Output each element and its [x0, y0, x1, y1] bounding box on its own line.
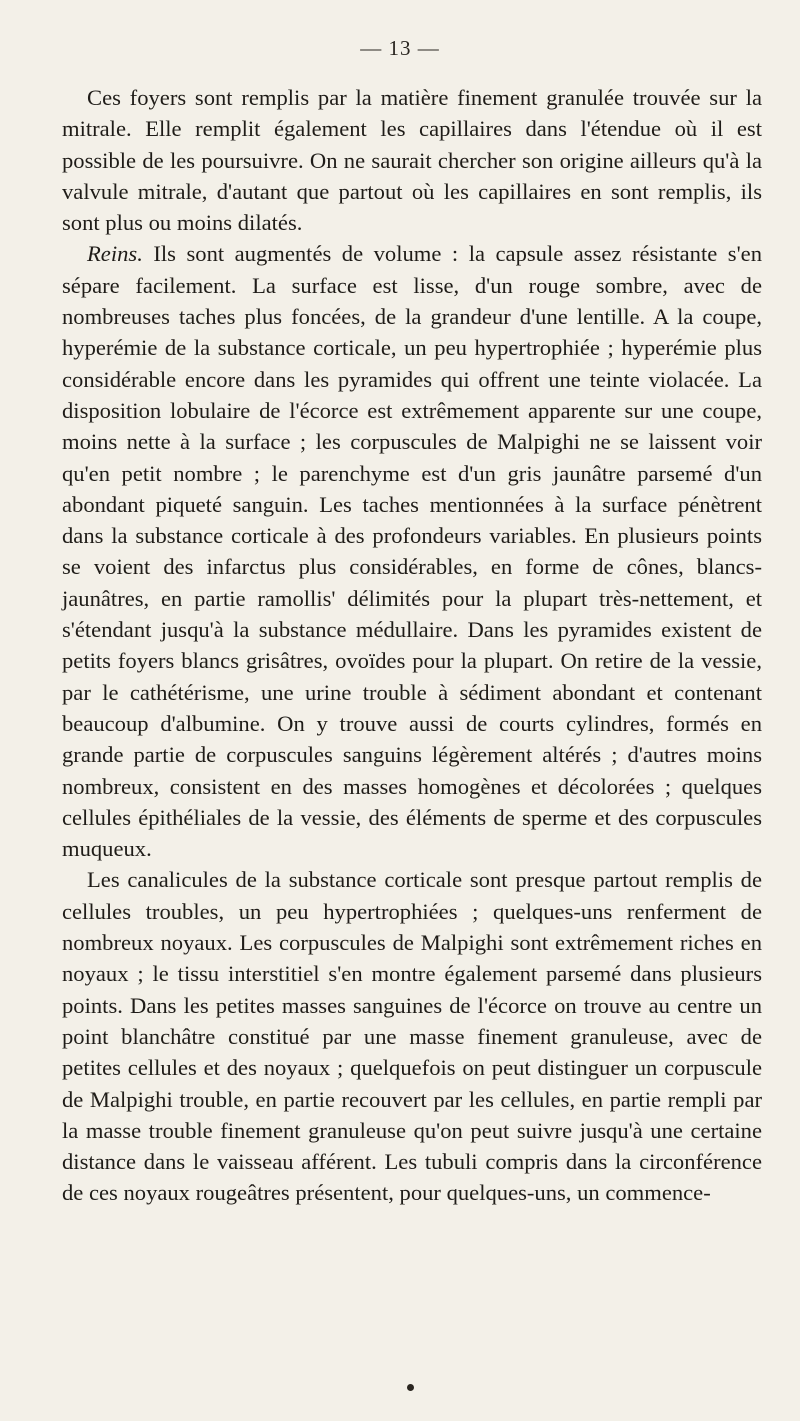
body-text [62, 82, 762, 1209]
paragraph-1-text: Ces foyers sont remplis par la matière finement granulée trouvée sur la mitrale. Elle remplit également les capillaires dans l'étendue où il est possible de les poursuivre. On ne saurait chercher son origine ailleurs qu'à la valvule mitrale, d'autant que partout où les capillaires en sont remplis, ils sont plus ou moins dilatés. [62, 85, 762, 236]
paragraph-3-text: Les canalicules de la substance corticale sont presque partout remplis de cellules troubles, un peu hypertrophiées ; quelques-uns renferment de nombreux noyaux. Les corpuscules de Malpighi sont extrêmement riches en noyaux ; le tissu interstitiel s'en montre également parsemé dans plusieurs points. Dans les petites masses sanguines de l'écorce on trouve au centre un point blanchâtre constitué par une masse finement granuleuse, avec de petites cellules et des noyaux ; quelquefois on peut distinguer un corpuscule de Malpighi trouble, en partie recouvert par les cellules, en partie rempli par la masse trouble finement granuleuse qu'on peut suivre jusqu'à une certaine distance dans le vaisseau afférent. Les tubuli compris dans la circonférence de ces noyaux rougeâtres présentent, pour quelques-uns, un commence- [62, 867, 762, 1206]
paragraph-1 [62, 82, 762, 238]
paragraph-2-heading: Reins. [87, 241, 143, 267]
paragraph-2-text: Ils sont augmentés de volume : la capsule assez résistante s'en sépare facilement. La surface est lisse, d'un rouge sombre, avec de nombreuses taches plus foncées, de la grandeur d'une lentille. A la coupe, hyperémie de la substance corticale, un peu hypertrophiée ; hyperémie plus considérable encore dans les pyramides qui offrent une teinte violacée. La disposition lobulaire de l'écorce est extrêmement apparente sur une coupe, moins nette à la surface ; les corpuscules de Malpighi ne se laissent voir qu'en petit nombre ; le parenchyme est d'un gris jaunâtre parsemé d'un abondant piqueté sanguin. Les taches mentionnées à la surface pénètrent dans la substance corticale à des profondeurs variables. En plusieurs points se voient des infarctus plus considérables, en forme de cônes, blancs-jaunâtres, en partie ramollis' délimités pour la plupart très-nettement, et s'étendant jusqu'à la substance médullaire. Dans les pyramides existent de petits foyers blancs grisâtres, ovoïdes pour la plupart. On retire de la vessie, par le cathétérisme, une urine trouble à sédiment abondant et contenant beaucoup d'albumine. On y trouve aussi de courts cylindres, formés en grande partie de corpuscules sanguins légèrement altérés ; d'autres moins nombreux, consistent en des masses homogènes et décolorées ; quelques cellules épithéliales de la vessie, des éléments de sperme et des corpuscules muqueux. [62, 241, 762, 862]
page-number: — 13 — [360, 36, 440, 60]
paragraph-3 [62, 864, 762, 1208]
ink-spot [407, 1384, 414, 1391]
paragraph-2 [62, 238, 762, 864]
